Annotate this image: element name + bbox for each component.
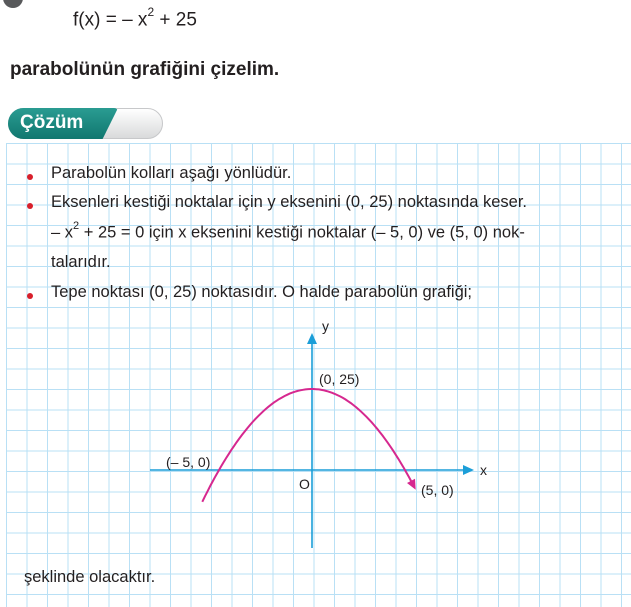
right-root-label: (5, 0)	[421, 482, 454, 498]
instruction-text: parabolünün grafiğini çizelim.	[10, 59, 280, 80]
bullet-text-3: Tepe noktası (0, 25) noktasıdır. O halde parabolün grafiği;	[51, 283, 473, 301]
vertex-label: (0, 25)	[319, 371, 360, 387]
function-equation: f(x) = – $x^2 + 25$	[73, 5, 197, 31]
bullet-text-2: Eksenleri kestiği noktalar için y eksenini (0, 25) noktasında keser.	[51, 193, 527, 211]
solution-label: Çözüm	[20, 112, 84, 133]
continuation-line: talarıdır.	[51, 253, 111, 271]
equation-line: – $x^2 + 25 = 0$ için x eksenini kestiği noktalar (– 5, 0) ve (5, 0) nok-	[51, 220, 525, 242]
conclusion-text: şeklinde olacaktır.	[24, 568, 156, 586]
bullet-text-1: Parabolün kolları aşağı yönlüdür.	[51, 164, 292, 182]
x-axis-arrow-icon	[463, 465, 474, 475]
x-axis-label: x	[480, 462, 487, 478]
left-root-label: (– 5, 0)	[166, 454, 211, 470]
y-axis-label: y	[322, 318, 329, 334]
origin-label: O	[299, 476, 310, 492]
y-axis-arrow-icon	[307, 333, 317, 344]
